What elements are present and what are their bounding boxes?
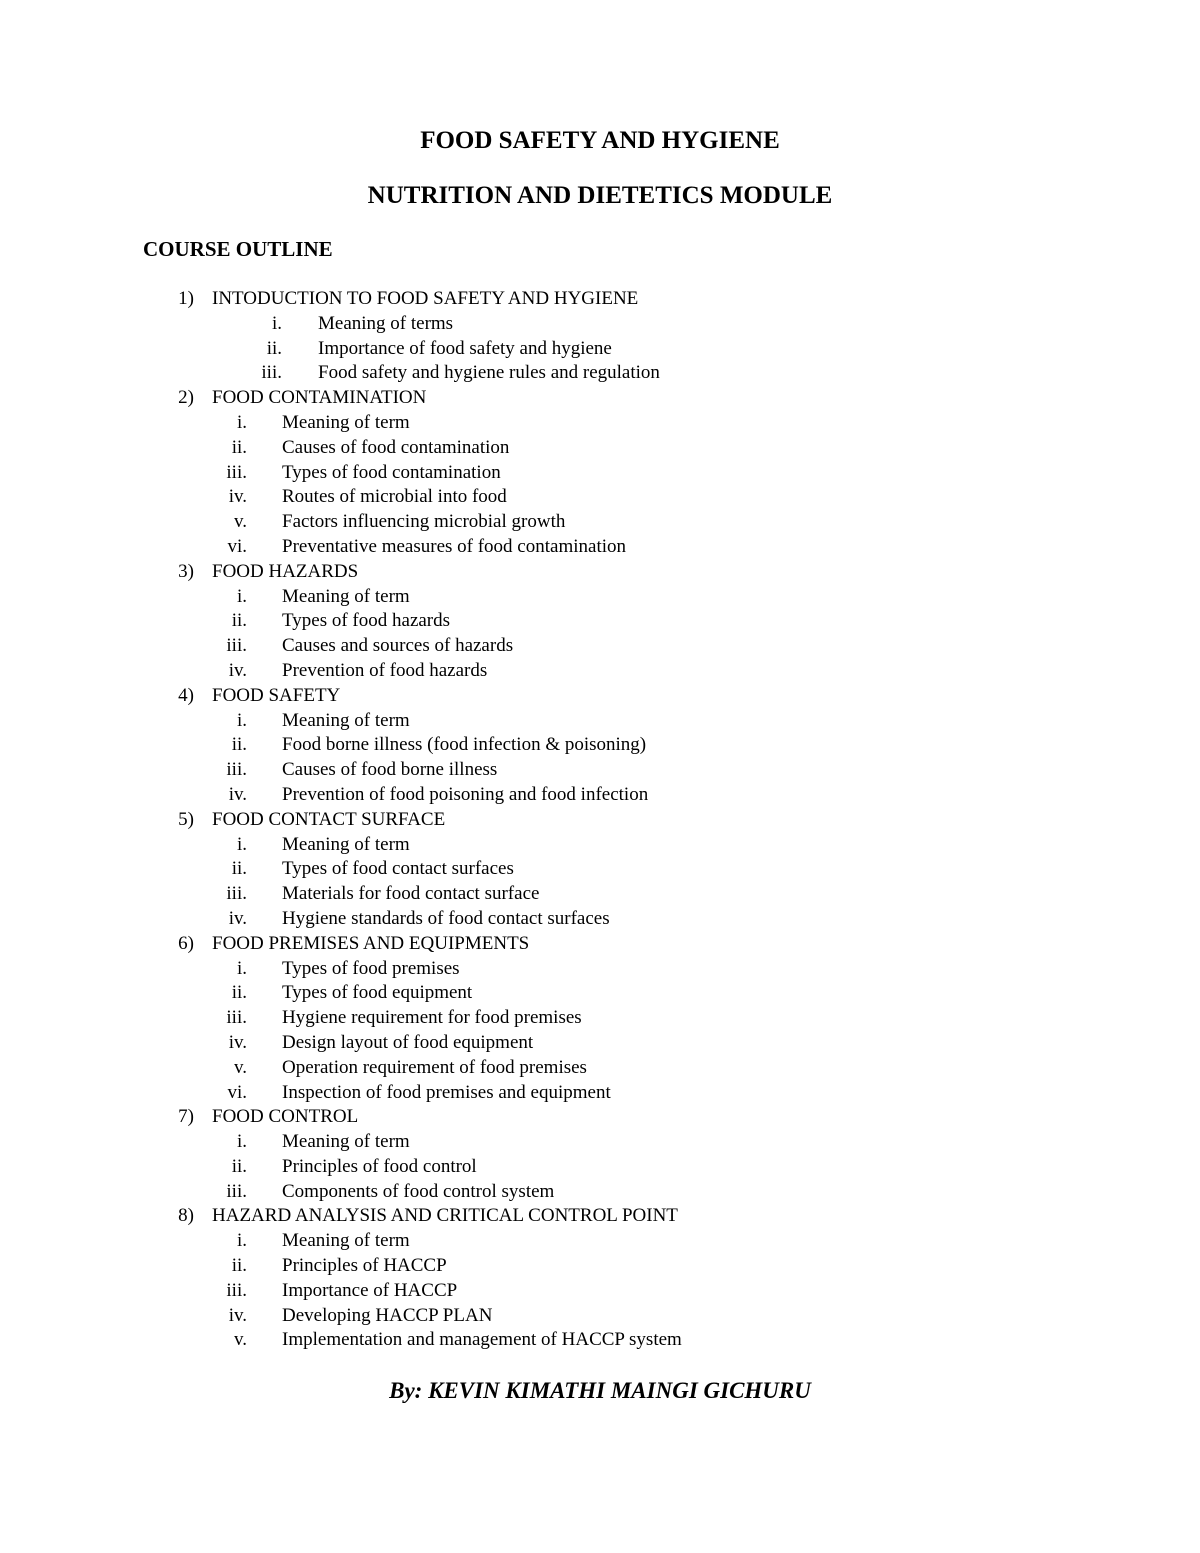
section-heading-row: [0, 1105, 1200, 1130]
list-item: [0, 758, 1200, 783]
list-item-text: Food borne illness (food infection & poisoning): [282, 734, 647, 756]
list-item-text: Meaning of term: [282, 411, 410, 433]
list-item: [0, 1328, 1200, 1353]
section-title: FOOD CONTROL: [212, 1106, 359, 1128]
list-item: [0, 783, 1200, 808]
list-item: [0, 1081, 1200, 1106]
list-item-numeral: iii.: [226, 1279, 247, 1301]
section-heading-row: [0, 808, 1200, 833]
outline-section: [0, 560, 1200, 684]
list-item: [0, 1056, 1200, 1081]
list-item-text: Implementation and management of HACCP system: [282, 1329, 682, 1351]
section-number: 6): [178, 932, 194, 954]
list-item-numeral: ii.: [231, 1255, 247, 1277]
list-item-text: Types of food contamination: [282, 461, 501, 483]
list-item: [0, 1254, 1200, 1279]
list-item-numeral: iv.: [228, 1304, 247, 1326]
list-item-text: Meaning of term: [282, 709, 410, 731]
list-item-text: Importance of food safety and hygiene: [318, 337, 612, 359]
list-item-numeral: v.: [233, 1056, 247, 1078]
section-title: FOOD CONTAMINATION: [212, 387, 427, 409]
list-item-numeral: v.: [233, 1329, 247, 1351]
section-title: FOOD HAZARDS: [212, 560, 359, 582]
list-item-numeral: i.: [236, 585, 247, 607]
list-item-text: Food safety and hygiene rules and regulation: [318, 362, 660, 384]
list-item: [0, 882, 1200, 907]
list-item-numeral: iv.: [228, 907, 247, 929]
section-number: 5): [178, 808, 194, 830]
section-number: 8): [178, 1205, 194, 1227]
list-item-text: Meaning of terms: [318, 312, 454, 334]
list-item: [0, 585, 1200, 610]
list-item-text: Causes of food contamination: [282, 436, 510, 458]
list-item-text: Prevention of food poisoning and food infection: [282, 783, 649, 805]
section-number: 3): [178, 560, 194, 582]
list-item-text: Types of food contact surfaces: [282, 858, 514, 880]
list-item-numeral: ii.: [231, 982, 247, 1004]
list-item-text: Meaning of term: [282, 833, 410, 855]
list-item: [0, 634, 1200, 659]
section-title: INTODUCTION TO FOOD SAFETY AND HYGIENE: [212, 288, 639, 309]
author-byline: By: KEVIN KIMATHI MAINGI GICHURU: [389, 1378, 811, 1403]
section-number: 4): [178, 684, 194, 706]
list-item-numeral: iv.: [228, 486, 247, 508]
course-outline-heading: COURSE OUTLINE: [143, 237, 333, 261]
list-item-text: Meaning of term: [282, 1131, 410, 1153]
list-item-numeral: vi.: [227, 535, 247, 557]
list-item-text: Developing HACCP PLAN: [282, 1304, 493, 1326]
section-number: 1): [178, 288, 194, 309]
list-item-text: Meaning of term: [282, 1230, 410, 1252]
list-item-numeral: ii.: [231, 610, 247, 632]
section-title: FOOD CONTACT SURFACE: [212, 808, 446, 830]
outline-section: [0, 684, 1200, 808]
list-item-numeral: iv.: [228, 659, 247, 681]
list-item: [0, 1229, 1200, 1254]
list-item-text: Components of food control system: [282, 1180, 555, 1202]
list-item-text: Prevention of food hazards: [282, 659, 488, 681]
list-item: [0, 361, 1200, 386]
list-item-text: Preventative measures of food contamination: [282, 535, 627, 557]
list-item: [0, 1130, 1200, 1155]
section-title: FOOD PREMISES AND EQUIPMENTS: [212, 932, 530, 954]
list-item-text: Importance of HACCP: [282, 1279, 458, 1301]
section-heading-row: [0, 684, 1200, 709]
list-item-text: Design layout of food equipment: [282, 1031, 534, 1053]
list-item-numeral: ii.: [231, 858, 247, 880]
list-item-numeral: iv.: [228, 783, 247, 805]
list-item-text: Hygiene standards of food contact surfaces: [282, 907, 610, 929]
course-outline-list: [0, 287, 1200, 1353]
list-item-text: Causes of food borne illness: [282, 759, 498, 781]
list-item: [0, 337, 1200, 362]
list-item: [0, 1304, 1200, 1329]
list-item-numeral: i.: [271, 312, 282, 334]
outline-section: [0, 1204, 1200, 1353]
list-item-numeral: iv.: [228, 1031, 247, 1053]
list-item-numeral: ii.: [266, 337, 282, 359]
document-subtitle: NUTRITION AND DIETETICS MODULE: [367, 182, 833, 209]
list-item-text: Materials for food contact surface: [282, 883, 540, 905]
list-item: [0, 312, 1200, 337]
section-heading-row: [0, 560, 1200, 585]
list-item-numeral: iii.: [226, 759, 247, 781]
list-item: [0, 461, 1200, 486]
list-item: [0, 411, 1200, 436]
list-item: [0, 1279, 1200, 1304]
section-title: HAZARD ANALYSIS AND CRITICAL CONTROL POINT: [212, 1205, 678, 1227]
list-item-numeral: v.: [233, 511, 247, 533]
document-title: FOOD SAFETY AND HYGIENE: [420, 127, 780, 154]
list-item: [0, 907, 1200, 932]
list-item-text: Types of food premises: [282, 957, 460, 979]
list-item: [0, 510, 1200, 535]
list-item-text: Factors influencing microbial growth: [282, 511, 566, 533]
list-item-numeral: ii.: [231, 734, 247, 756]
section-heading-row: [0, 287, 1200, 312]
section-title: FOOD SAFETY: [212, 684, 341, 706]
list-item-text: Causes and sources of hazards: [282, 635, 514, 657]
outline-section: [0, 386, 1200, 560]
outline-section: [0, 1105, 1200, 1204]
list-item: [0, 857, 1200, 882]
section-number: 2): [178, 387, 194, 409]
section-number: 7): [178, 1106, 194, 1128]
list-item-numeral: i.: [236, 1230, 247, 1252]
list-item-numeral: iii.: [226, 635, 247, 657]
list-item: [0, 436, 1200, 461]
section-heading-row: [0, 1204, 1200, 1229]
list-item-text: Meaning of term: [282, 585, 410, 607]
list-item: [0, 1031, 1200, 1056]
list-item-numeral: i.: [236, 957, 247, 979]
list-item: [0, 609, 1200, 634]
list-item-text: Principles of food control: [282, 1155, 477, 1177]
outline-section: [0, 287, 1200, 386]
list-item-numeral: vi.: [227, 1081, 247, 1103]
list-item-numeral: i.: [236, 411, 247, 433]
list-item-text: Inspection of food premises and equipment: [282, 1081, 611, 1103]
list-item-numeral: i.: [236, 709, 247, 731]
list-item-numeral: i.: [236, 833, 247, 855]
list-item: [0, 733, 1200, 758]
outline-section: [0, 932, 1200, 1106]
list-item: [0, 957, 1200, 982]
list-item: [0, 833, 1200, 858]
list-item: [0, 1155, 1200, 1180]
list-item-numeral: iii.: [226, 1180, 247, 1202]
list-item: [0, 1180, 1200, 1205]
list-item: [0, 485, 1200, 510]
list-item-text: Types of food equipment: [282, 982, 473, 1004]
list-item-text: Principles of HACCP: [282, 1255, 447, 1277]
section-heading-row: [0, 932, 1200, 957]
list-item-numeral: i.: [236, 1131, 247, 1153]
section-heading-row: [0, 386, 1200, 411]
list-item-numeral: ii.: [231, 436, 247, 458]
list-item-text: Routes of microbial into food: [282, 486, 507, 508]
list-item-numeral: iii.: [261, 362, 282, 384]
list-item: [0, 981, 1200, 1006]
list-item-numeral: iii.: [226, 1007, 247, 1029]
list-item: [0, 535, 1200, 560]
list-item: [0, 1006, 1200, 1031]
list-item-numeral: iii.: [226, 883, 247, 905]
list-item: [0, 709, 1200, 734]
list-item-text: Types of food hazards: [282, 610, 451, 632]
list-item-text: Operation requirement of food premises: [282, 1056, 587, 1078]
outline-section: [0, 808, 1200, 932]
list-item-numeral: iii.: [226, 461, 247, 483]
list-item-text: Hygiene requirement for food premises: [282, 1007, 582, 1029]
list-item-numeral: ii.: [231, 1155, 247, 1177]
list-item: [0, 659, 1200, 684]
